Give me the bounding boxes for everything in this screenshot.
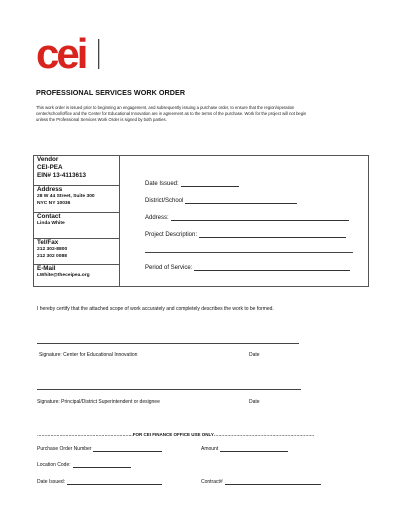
signature-date-label-principal: Date	[249, 399, 260, 405]
page-title: PROFESSIONAL SERVICES WORK ORDER	[36, 88, 186, 97]
telfax-label: Tel/Fax	[37, 239, 59, 246]
district-school-field[interactable]	[145, 197, 297, 204]
amount-line[interactable]	[220, 445, 288, 452]
contact-name: Linda White	[37, 221, 65, 227]
signature-line-principal[interactable]	[37, 389, 301, 390]
address-label: Address	[37, 186, 63, 193]
logo-text: cei	[36, 34, 86, 74]
address-line[interactable]	[171, 214, 349, 221]
finance-date-issued-field[interactable]	[37, 478, 162, 485]
email-label: E-Mail	[37, 265, 56, 272]
location-code-field[interactable]	[37, 461, 131, 468]
vendor-box	[33, 155, 120, 287]
certification-text: I hereby certify that the attached scope of work accurately and completely describes the work to be formed.	[37, 306, 274, 312]
project-description-line[interactable]	[199, 231, 346, 238]
address-line2: NYC NY 10036	[37, 201, 71, 206]
district-school-line[interactable]	[185, 197, 297, 204]
period-of-service-field[interactable]	[145, 264, 350, 271]
logo-divider	[98, 39, 99, 69]
email-section	[34, 265, 120, 287]
intro-paragraph	[36, 105, 366, 123]
location-code-label: Location Code:	[37, 462, 71, 468]
purchase-order-field[interactable]	[37, 445, 162, 452]
intro-line: unless the Professional Services Work Order is signed by both parties.	[36, 117, 167, 123]
purchase-order-label: Purchase Order Number	[37, 446, 92, 452]
period-of-service-line[interactable]	[194, 264, 350, 271]
address-field-label: Address:	[145, 215, 169, 221]
amount-label: Amount	[201, 446, 219, 452]
purchase-order-line[interactable]	[93, 445, 162, 452]
fax-number: 212 302 0088	[37, 254, 67, 259]
contract-label: Contract#	[201, 479, 223, 485]
contact-section	[34, 213, 120, 239]
signature-date-label-cei: Date	[249, 352, 260, 358]
date-issued-line[interactable]	[181, 180, 239, 187]
contact-label: Contact	[37, 213, 61, 220]
signature-label-cei: Signature: Center for Educational Innovation	[39, 352, 138, 358]
contract-field[interactable]	[201, 478, 321, 485]
finance-date-issued-label: Date Issued:	[37, 479, 66, 485]
contract-line[interactable]	[225, 478, 321, 485]
date-issued-field[interactable]	[145, 180, 239, 187]
intro-line: center/school/office and the Center for Educational Innovation are in agreement as to the terms of the purchase. Work for the project will not begin	[36, 111, 307, 117]
telfax-section	[34, 239, 120, 265]
vendor-section	[34, 156, 120, 186]
address-section	[34, 186, 120, 213]
vendor-name: CEI-PEA	[37, 164, 63, 172]
finance-office-header: ……………………………………………………….FOR CEI FINANCE OFFICE USE ONLY………………………………………………………….	[37, 432, 315, 437]
intro-line: This work order is issued prior to beginning an engagement, and subsequently issuing a purchase order, to ensure that the region/operation	[36, 105, 295, 110]
tel-number: 212 302-8800	[37, 247, 68, 253]
signature-label-principal: Signature: Principal/District Superintendent or designee	[37, 399, 160, 405]
date-issued-label: Date Issued:	[145, 181, 179, 187]
vendor-label: Vendor	[37, 156, 59, 163]
project-description-field[interactable]	[145, 231, 346, 238]
address-line1: 28 W 44 Street, Suite 300	[37, 194, 95, 200]
location-code-line[interactable]	[73, 461, 131, 468]
cei-logo	[36, 34, 106, 74]
project-description-label: Project Description:	[145, 232, 198, 238]
amount-field[interactable]	[201, 445, 288, 452]
project-box	[120, 155, 369, 287]
period-of-service-label: Period of Service:	[145, 265, 193, 271]
vendor-ein: EIN# 13-4113613	[37, 172, 87, 180]
district-school-label: District/School	[145, 198, 184, 204]
email-address: LWhite@theceipea.org	[37, 273, 90, 279]
signature-line-cei[interactable]	[37, 343, 299, 344]
address-field[interactable]	[145, 214, 349, 221]
project-description-line-2[interactable]	[145, 252, 353, 253]
finance-date-issued-line[interactable]	[67, 478, 162, 485]
